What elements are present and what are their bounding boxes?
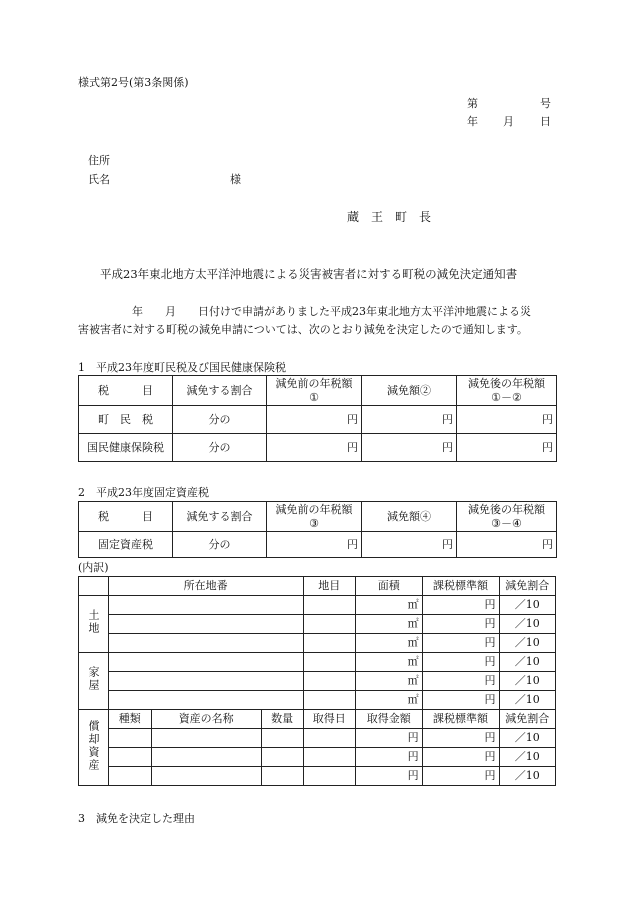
section3-title: 3 減免を決定した理由 [78, 812, 195, 825]
header-cell: 税 目 [79, 376, 173, 406]
table-row [79, 406, 557, 434]
header-cell: 減免する割合 [173, 376, 267, 406]
day-label: 日 [540, 115, 551, 128]
month-label: 月 [503, 115, 514, 128]
depreciable-label: 償却資産 [79, 710, 109, 786]
tax-name: 国民健康保険税 [79, 434, 173, 462]
header-cell: 減免割合 [499, 710, 555, 729]
header-cell: 税 目 [79, 502, 173, 532]
ratio-cell: 分の [173, 434, 267, 462]
land-label: 土地 [79, 596, 109, 653]
amount-cell: 円 [362, 434, 457, 462]
table-header-row [79, 502, 557, 532]
body-line-1: 年 月 日付けで申請がありました平成23年東北地方太平洋沖地震による災 [132, 305, 531, 318]
header-cell: 減免割合 [499, 577, 555, 596]
document-title: 平成23年東北地方太平洋沖地震による災害被害者に対する町税の減免決定通知書 [100, 267, 518, 281]
table-row [79, 434, 557, 462]
before-cell: 円 [267, 532, 362, 558]
header-cell: 減免後の年税額 ③－④ [457, 502, 557, 532]
table-row: ㎡ 円 ／10 [79, 634, 556, 653]
header-cell: 課税標準額 [422, 710, 499, 729]
header-cell: 数量 [261, 710, 303, 729]
header-cell: 減免額② [362, 376, 457, 406]
header-cell: 資産の名称 [151, 710, 261, 729]
table-row: 円 円 ／10 [79, 748, 556, 767]
section1-title: 1 平成23年度町民税及び国民健康保険税 [78, 361, 286, 374]
tax-name: 固定資産税 [79, 532, 173, 558]
tax-name: 町 民 税 [79, 406, 173, 434]
dai-label: 第 [467, 97, 478, 110]
table-header-row [79, 376, 557, 406]
header-cell: 取得金額 [355, 710, 422, 729]
table-row [79, 532, 557, 558]
after-cell: 円 [457, 406, 557, 434]
table-row: 家屋 ㎡ 円 ／10 [79, 653, 556, 672]
breakdown-table [78, 576, 556, 786]
after-cell: 円 [457, 532, 557, 558]
table-header-row [79, 710, 556, 729]
header-cell: 所在地番 [108, 577, 303, 596]
header-cell: 減免前の年税額 ③ [267, 502, 362, 532]
table-row: 土地 ㎡ 円 ／10 [79, 596, 556, 615]
amount-cell: 円 [362, 532, 457, 558]
header-cell: 減免前の年税額 ① [267, 376, 362, 406]
table-row: ㎡ 円 ／10 [79, 672, 556, 691]
name-label: 氏名 [88, 173, 110, 186]
house-label: 家屋 [79, 653, 109, 710]
header-cell: 地目 [303, 577, 355, 596]
section2-table [78, 501, 557, 558]
ratio-cell: 分の [173, 532, 267, 558]
section2-title: 2 平成23年度固定資産税 [78, 486, 209, 499]
header-cell: 面積 [355, 577, 422, 596]
section1-table [78, 375, 557, 462]
header-cell: 課税標準額 [422, 577, 499, 596]
body-line-2: 害被害者に対する町税の減免申請については、次のとおり減免を決定したので通知します。 [78, 323, 528, 336]
go-label: 号 [540, 97, 551, 110]
before-cell: 円 [267, 406, 362, 434]
breakdown-label: (内訳) [78, 561, 109, 574]
header-cell: 減免する割合 [173, 502, 267, 532]
before-cell: 円 [267, 434, 362, 462]
header-cell: 取得日 [303, 710, 355, 729]
after-cell: 円 [457, 434, 557, 462]
header-cell: 減免額④ [362, 502, 457, 532]
sama-label: 様 [230, 173, 241, 186]
table-row: ㎡ 円 ／10 [79, 691, 556, 710]
issuer-name: 蔵 王 町 長 [347, 210, 432, 224]
year-label: 年 [467, 115, 478, 128]
header-cell: 種類 [108, 710, 151, 729]
table-row: 円 円 ／10 [79, 729, 556, 748]
address-label: 住所 [88, 154, 110, 167]
table-row: 円 円 ／10 [79, 767, 556, 786]
amount-cell: 円 [362, 406, 457, 434]
table-header-row [79, 577, 556, 596]
header-cell: 減免後の年税額 ①－② [457, 376, 557, 406]
table-row: ㎡ 円 ／10 [79, 615, 556, 634]
form-number: 様式第2号(第3条関係) [78, 76, 189, 89]
ratio-cell: 分の [173, 406, 267, 434]
